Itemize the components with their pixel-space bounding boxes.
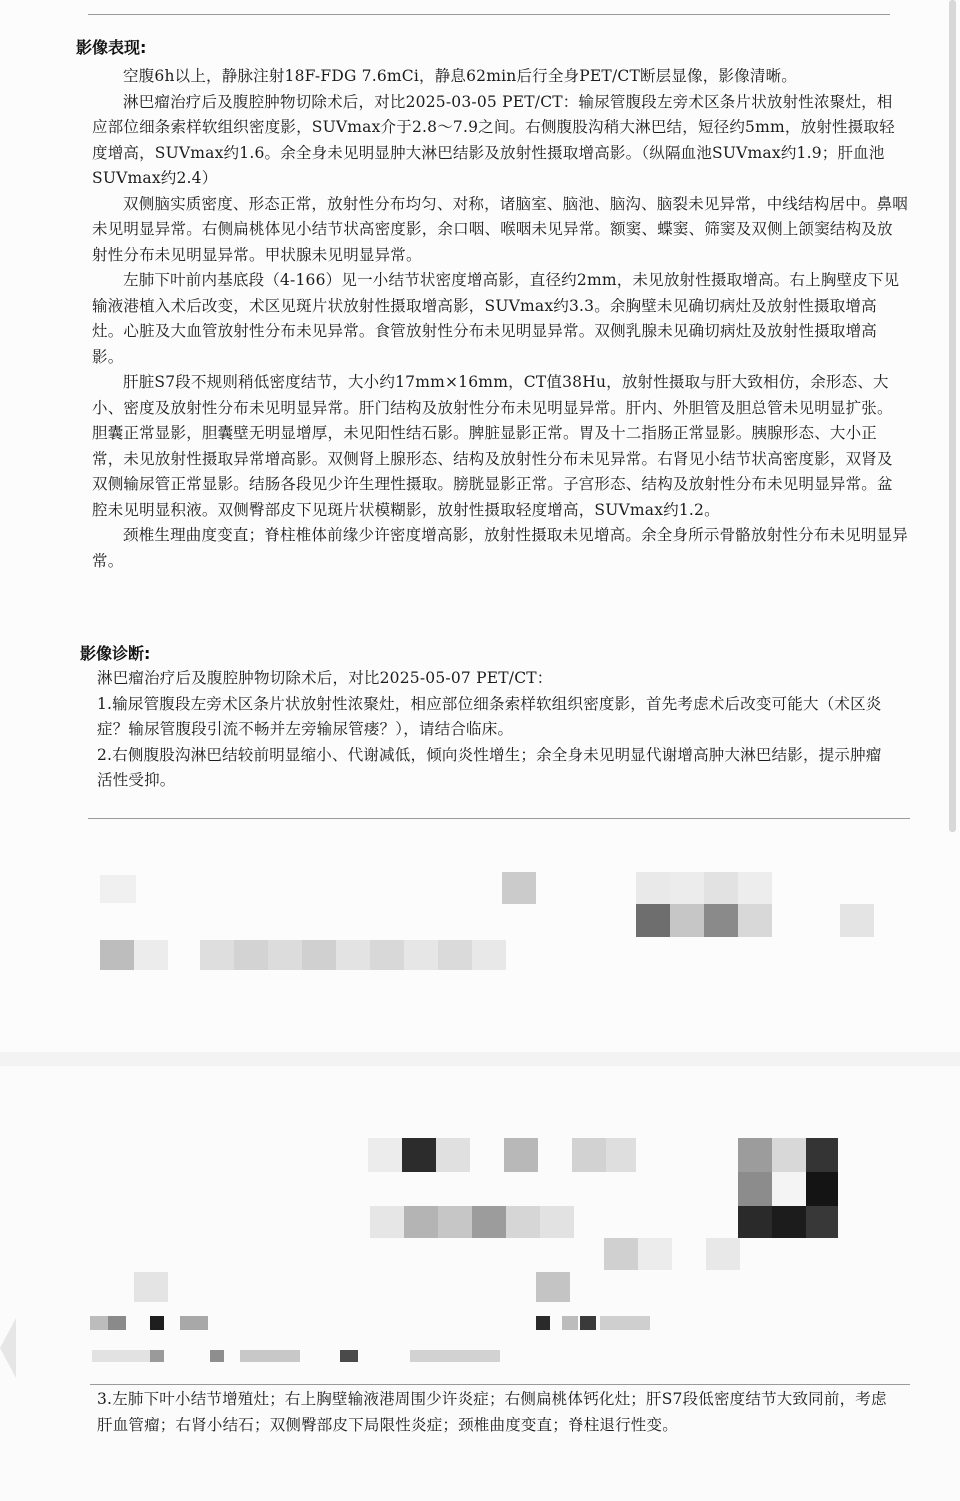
diagnosis-continued: 3.左肺下叶小结节增殖灶；右上胸壁输液港周围少许炎症；右侧扁桃体钙化灶；肝S7段低密度结节大致同前，考虑肝血管瘤；右肾小结石；双侧臀部皮下局限性炎症；颈椎曲度变直；脊柱退行性变。 <box>97 1390 887 1434</box>
diagnosis-item: 2.右侧腹股沟淋巴结较前明显缩小、代谢减低，倾向炎性增生；余全身未见明显代谢增高肿大淋巴结影，提示肿瘤活性受抑。 <box>97 745 882 789</box>
findings-paragraph: 空腹6h以上，静脉注射18F-FDG 7.6mCi，静息62min后行全身PET/CT断层显像，影像清晰。 <box>123 67 797 85</box>
findings-body <box>92 64 908 574</box>
findings-paragraph: 肝脏S7段不规则稍低密度结节，大小约17mm×16mm，CT值38Hu，放射性摄取与肝大致相仿，余形态、大小、密度及放射性分布未见明显异常。肝门结构及放射性分布未见明显异常。肝内、外胆管及胆总管未见明显扩张。胆囊正常显影，胆囊壁无明显增厚，未见阳性结石影。脾脏显影正常。胃及十二指肠正常显影。胰腺形态、大小正常，未见放射性摄取异常增高影。双侧肾上腺形态、结构及放射性分布未见异常。右肾见小结节状高密度影，双肾及双侧输尿管正常显影。结肠各段见少许生理性摄取。膀胱显影正常。子宫形态、结构及放射性分布未见明显异常。盆腔未见明显积液。双侧臀部皮下见斑片状模糊影，放射性摄取轻度增高，SUVmax约1.2。 <box>92 373 893 519</box>
findings-paragraph: 淋巴瘤治疗后及腹腔肿物切除术后，对比2025-03-05 PET/CT：输尿管腹段左旁术区条片状放射性浓聚灶，相应部位细条索样软组织密度影，SUVmax介于2.8～7.9之间。右侧腹股沟稍大淋巴结，短径约5mm，放射性摄取轻度增高，SUVmax约1.6。余全身未见明显肿大淋巴结影及放射性摄取增高影。（纵隔血池SUVmax约1.9；肝血池SUVmax约2.4） <box>92 92 895 187</box>
diagnosis-divider <box>88 818 910 819</box>
top-divider <box>88 14 890 15</box>
continued-divider <box>90 1384 910 1385</box>
diagnosis-heading: 影像诊断: <box>80 644 151 663</box>
report-page-2 <box>0 1066 960 1501</box>
scrollbar[interactable] <box>949 0 956 832</box>
previous-page-arrow-icon[interactable] <box>0 1318 16 1378</box>
findings-paragraph: 左肺下叶前内基底段（4-166）见一小结节状密度增高影，直径约2mm，未见放射性摄取增高。右上胸壁皮下见输液港植入术后改变，术区见斑片状放射性摄取增高影，SUVmax约3.3。余胸壁未见确切病灶及放射性摄取增高灶。心脏及大血管放射性分布未见异常。食管放射性分布未见明显异常。双侧乳腺未见确切病灶及放射性摄取增高影。 <box>92 271 900 366</box>
findings-paragraph: 双侧脑实质密度、形态正常，放射性分布均匀、对称，诸脑室、脑池、脑沟、脑裂未见异常，中线结构居中。鼻咽未见明显异常。右侧扁桃体见小结节状高密度影，余口咽、喉咽未见异常。额窦、蝶窦、筛窦及双侧上颌窦结构及放射性分布未见明显异常。甲状腺未见明显异常。 <box>92 194 909 264</box>
findings-heading: 影像表现: <box>76 38 147 57</box>
diagnosis-item: 1.输尿管腹段左旁术区条片状放射性浓聚灶，相应部位细条索样软组织密度影，首先考虑术后改变可能大（术区炎症？输尿管腹段引流不畅并左旁输尿管瘘？），请结合临床。 <box>97 694 882 738</box>
diagnosis-intro: 淋巴瘤治疗后及腹腔肿物切除术后，对比2025-05-07 PET/CT： <box>97 669 553 687</box>
findings-paragraph: 颈椎生理曲度变直；脊柱椎体前缘少许密度增高影，放射性摄取未见增高。余全身所示骨骼放射性分布未见明显异常。 <box>92 526 909 570</box>
diagnosis-body <box>97 666 893 794</box>
